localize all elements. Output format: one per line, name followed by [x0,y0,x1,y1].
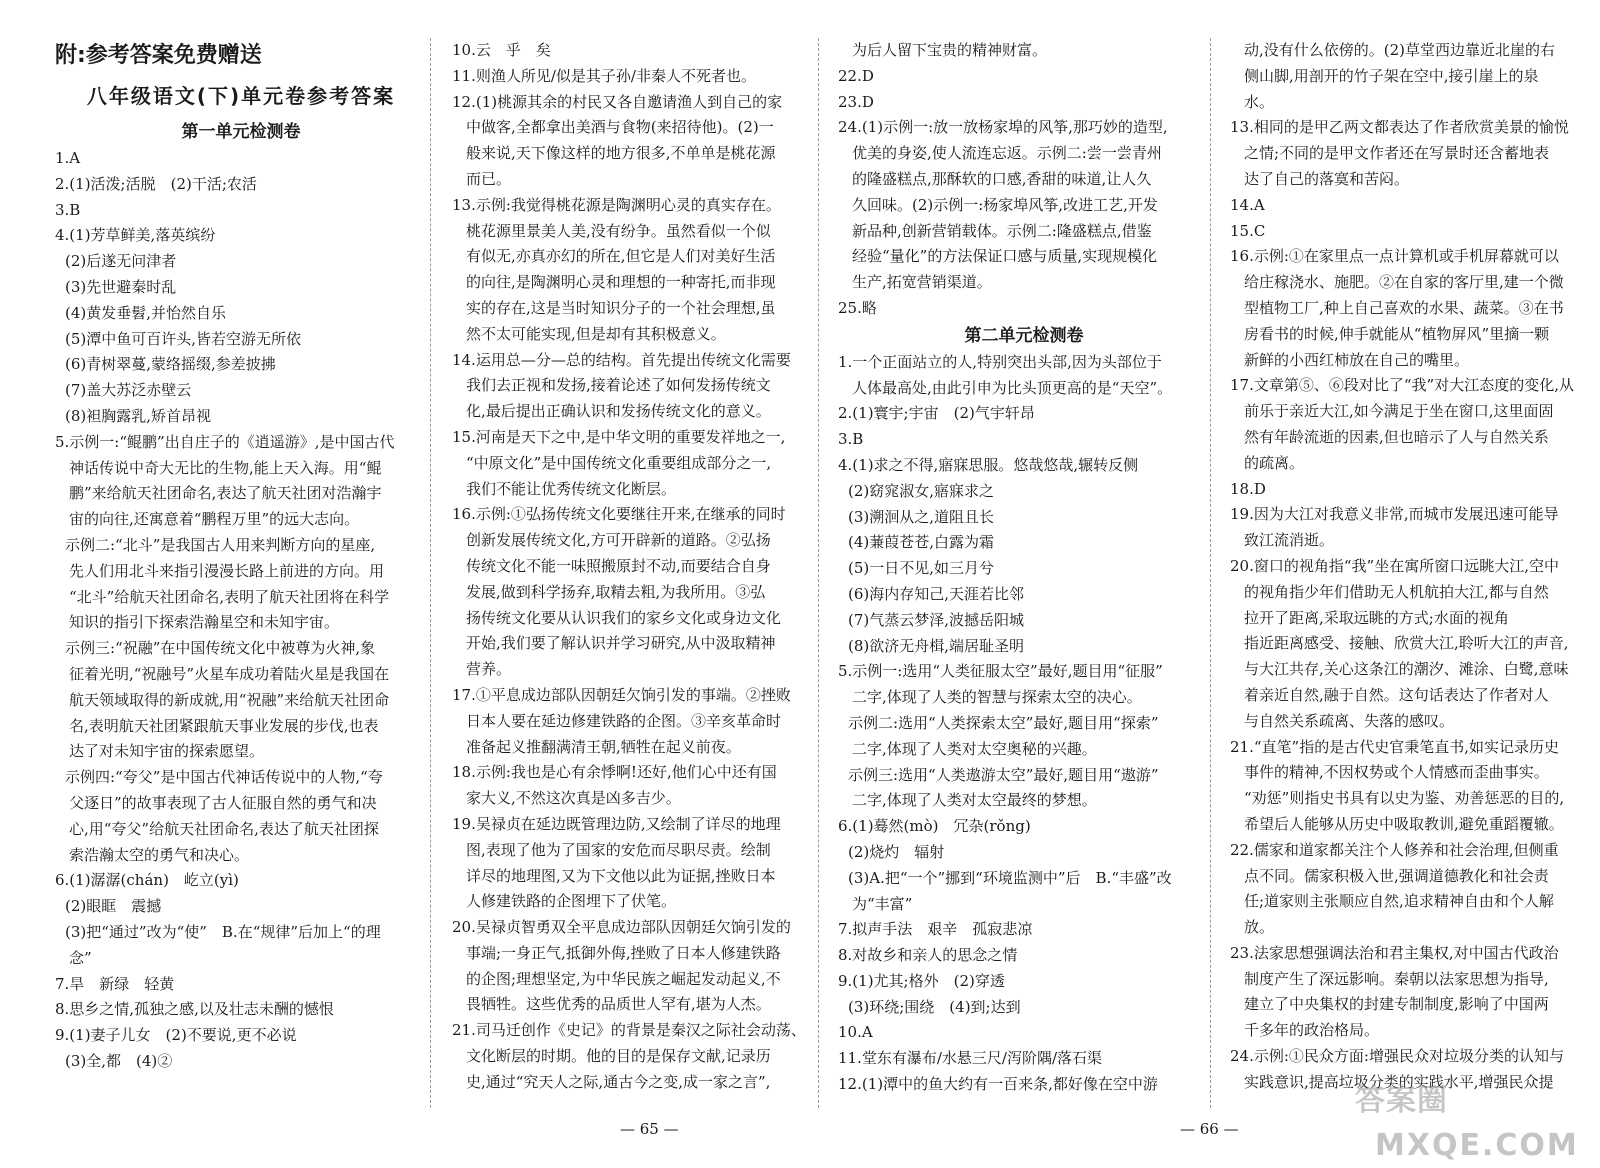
answer-line: 征着光明,“祝融号”火星车成功着陆火星是我国在 [69,664,390,683]
answer-line: 型植物工厂,种上自己喜欢的水果、蔬菜。③在书 [1244,298,1564,317]
answer-line: (3)把“通过”改为“使” B.在“规律”后加上“的理 [65,922,381,941]
answer-line: 4.(1)芳草鲜美,落英缤纷 [55,226,216,245]
answer-line: 与大江共存,关心这条江的潮汐、滩涂、白鹭,意味 [1244,660,1569,679]
answer-line: 人修建铁路的企图埋下了伏笔。 [466,892,677,911]
answer-line: (8)袒胸露乳,矫首昂视 [65,406,212,425]
answer-line: 发展,做到科学扬弃,取精去粗,为我所用。③弘 [466,582,766,601]
answer-line: 而已。 [466,169,512,188]
answer-line: 新品种,创新营销载体。示例二:隆盛糕点,借鉴 [852,221,1152,240]
column-1-body [55,146,427,1075]
answer-line: 经验“量化”的方法保证口感与质量,实现规模化 [852,247,1158,266]
answer-line: (5)潭中鱼可百许头,皆若空游无所依 [65,329,302,348]
answer-line: (7)气蒸云梦泽,波撼岳阳城 [848,610,1025,629]
answer-line: 达了自己的落寞和苦闷。 [1244,169,1410,188]
answer-line: 21.司马迁创作《史记》的背景是秦汉之际社会动荡、 [452,1021,806,1040]
answer-line: 5.示例一:选用“人类征服太空”最好,题目用“征服” [838,662,1163,681]
answer-line: 7.旱 新绿 轻黄 [55,974,175,993]
answer-line: 心,用“夸父”给航天社团命名,表达了航天社团探 [69,819,379,838]
answer-line: 念” [69,948,92,967]
answer-line: 我们不能让优秀传统文化断层。 [466,479,677,498]
answer-line: 为后人留下宝贵的精神财富。 [852,41,1048,59]
answer-line: 人体最高处,由此引申为比头顶更高的是“天空”。 [852,378,1173,397]
answer-line: 的隆盛糕点,那酥软的口感,香甜的味道,让人久 [852,169,1152,188]
answer-line: 6.(1)潺潺(chán) 屹立(yì) [55,871,239,890]
answer-line: 的疏离。 [1244,453,1305,472]
answer-line: (3)溯洄从之,道阻且长 [848,507,995,526]
answer-line: 1.A [55,149,81,167]
column-2 [452,38,824,1096]
answer-line: 达了对未知宇宙的探索愿望。 [69,742,265,761]
answer-line: 18.示例:我也是心有余悸啊!还好,他们心中还有国 [452,763,777,782]
answer-line: 般来说,天下像这样的地方很多,不单单是桃花源 [466,144,776,163]
answer-line: 准备起义推翻满清王朝,牺牲在起义前夜。 [466,737,741,756]
unit1-heading: 第一单元检测卷 [181,122,301,142]
answer-line: 9.(1)妻子儿女 (2)不要说,更不必说 [55,1026,297,1045]
answer-line: 久回味。(2)示例一:杨家埠风筝,改进工艺,开发 [852,195,1158,214]
answer-line: (4)蒹葭苍苍,白露为霜 [848,533,995,552]
answer-line: 开始,我们要了解认识并学习研究,从中汲取精神 [466,634,776,653]
unit2-heading: 第二单元检测卷 [964,325,1084,346]
answer-line: 4.(1)求之不得,寤寐思服。悠哉悠哉,辗转反侧 [838,455,1139,474]
answer-line: 的企图;理想坚定,为中华民族之崛起发动起义,不 [466,969,781,988]
answer-line: 化,最后提出正确认识和发扬传统文化的意义。 [466,402,771,421]
answer-line: 优美的身姿,使人流连忘返。示例二:尝一尝青州 [852,144,1162,163]
answer-line: 日本人要在延边修建铁路的企图。③辛亥革命时 [466,711,782,730]
answer-line: 致江流消逝。 [1244,531,1335,550]
answer-line: 与自然关系疏离、失落的感叹。 [1244,711,1455,730]
page-number-right: — 66 — [1180,1120,1239,1138]
answer-line: 3.B [838,430,864,449]
answer-line: 神话传说中奇大无比的生物,能上天入海。用“鲲 [69,458,382,477]
answer-line: 20.窗口的视角指“我”坐在寓所窗口远眺大江,空中 [1230,556,1559,575]
column-3 [838,38,1210,1098]
answer-line: 17.①平息成边部队因朝廷欠饷引发的事端。②挫败 [452,685,791,704]
answer-line: (6)青树翠蔓,蒙络摇缀,参差披拂 [65,355,276,374]
column-4 [1230,38,1600,1096]
column-4-body [1230,38,1600,1096]
answer-line: 扬传统文化要从认识我们的家乡文化或身边文化 [466,608,782,627]
answer-line: “劝惩”则指史书具有以史为鉴、劝善惩恶的目的, [1244,789,1565,808]
answer-line: 20.吴禄贞智勇双全平息成边部队因朝廷欠饷引发的 [452,918,791,937]
column-2-body [452,38,824,1096]
appendix-title: 附:参考答案免费赠送 [55,43,262,68]
answer-line: 水。 [1244,92,1275,111]
answer-line: 1.一个正面站立的人,特别突出头部,因为头部位于 [838,352,1162,371]
answer-line: 的视角指少年们借助无人机航拍大江,都与自然 [1244,582,1549,601]
answer-line: 宙的向往,还寓意着“鹏程万里”的远大志向。 [69,510,360,529]
answer-line: (2)后遂无问津者 [65,252,177,271]
answer-line: 名,表明航天社团紧跟航天事业发展的步伐,也表 [69,716,379,735]
answer-line: 鹏”来给航天社团命名,表达了航天社团对浩瀚宇 [69,484,382,503]
answer-line: 桃花源里景美人美,没有纷争。虽然看似一个似 [466,221,771,240]
answer-line: 13.示例:我觉得桃花源是陶渊明心灵的真实存在。 [452,195,781,214]
answer-line: 建立了中央集权的封建专制制度,影响了中国两 [1244,995,1549,1014]
answer-line: 19.吴禄贞在延边既管理边防,又绘制了详尽的地理 [452,814,781,833]
answer-line: (7)盖大苏泛赤壁云 [65,381,192,400]
column-divider-1 [430,38,431,1108]
answer-line: 史,通过“究天人之际,通古今之变,成一家之言”, [466,1072,771,1091]
main-title: 八年级语文(下)单元卷参考答案 [86,84,396,108]
answer-line: 畏牺牲。这些优秀的品质世人罕有,堪为人杰。 [466,995,771,1014]
answer-line: 12.(1)潭中的鱼大约有一百来条,都好像在空中游 [838,1075,1158,1094]
answer-line: 事端;一身正气,抵御外侮,挫败了日本人修建铁路 [466,943,781,962]
answer-line: 传统文化不能一味照搬原封不动,而要结合自身 [466,556,771,575]
answer-line: 8.对故乡和亲人的思念之情 [838,946,1018,965]
answer-line: 16.示例:①在家里点一点计算机或手机屏幕就可以 [1230,247,1559,266]
answer-line: 父逐日”的故事表现了古人征服自然的勇气和决 [69,793,377,812]
answer-line: 示例二:“北斗”是我国古人用来判断方向的星座, [65,535,376,554]
answer-line: 实践意识,提高垃圾分类的实践水平,增强民众提 [1244,1072,1554,1091]
answer-line: 示例三:“祝融”在中国传统文化中被尊为火神,象 [65,639,376,658]
answer-line: 10.云 乎 矣 [452,41,551,59]
answer-line: 12.(1)桃源其余的村民又各自邀请渔人到自己的家 [452,92,783,111]
answer-line: 18.D [1230,479,1266,498]
answer-line: 二字,体现了人类对太空最终的梦想。 [852,791,1097,810]
answer-line: 22.儒家和道家都关注个人修养和社会治理,但侧重 [1230,840,1559,859]
answer-line: 侧山脚,用剖开的竹子架在空中,接引崖上的泉 [1244,66,1539,85]
answer-line: 创新发展传统文化,方可开辟新的道路。②弘扬 [466,531,771,550]
answer-line: 生产,拓宽营销渠道。 [852,273,992,292]
answer-line: 中做客,全都拿出美酒与食物(来招待他)。(2)一 [466,118,774,137]
answer-line: 14.A [1230,195,1265,214]
answer-line: (2)眼眶 震撼 [65,897,162,916]
answer-line: (3)先世避秦时乱 [65,277,177,296]
answer-line: 放。 [1244,918,1275,937]
answer-line: 23.D [838,92,874,111]
answer-line: 24.示例:①民众方面:增强民众对垃圾分类的认知与 [1230,1047,1564,1066]
answer-line: “北斗”给航天社团命名,表明了航天社团将在科学 [69,587,390,606]
answer-line: (2)窈窕淑女,寤寐求之 [848,481,995,500]
answer-line: 15.C [1230,221,1266,240]
answer-line: (8)欲济无舟楫,端居耻圣明 [848,636,1025,655]
answer-line: 二字,体现了人类对太空奥秘的兴趣。 [852,739,1097,758]
answer-line: 示例二:选用“人类探索太空”最好,题目用“探索” [848,713,1159,732]
answer-line: (5)一日不见,如三月兮 [848,559,995,578]
answer-line: 然有年龄流逝的因素,但也暗示了人与自然关系 [1244,427,1549,446]
answer-line: 的向往,是陶渊明心灵和理想的一种寄托,而非现 [466,273,776,292]
answer-line: 拉开了距离,采取远眺的方式;水面的视角 [1244,608,1509,627]
answer-line: 11.则渔人所见/似是其子孙/非秦人不死者也。 [452,66,756,85]
answer-line: 6.(1)蓦然(mò) 冗杂(rǒng) [838,817,1031,836]
column-divider-3 [1210,38,1211,1108]
answer-line: 索浩瀚太空的勇气和决心。 [69,845,250,864]
answer-line: 9.(1)尤其;格外 (2)穿透 [838,971,1005,990]
column-3-body [838,38,1210,1098]
answer-line: 着亲近自然,融于自然。这句话表达了作者对人 [1244,685,1549,704]
answer-line: 2.(1)寰宇;宇宙 (2)气宇轩昂 [838,404,1035,423]
page-number-left: — 65 — [620,1120,679,1138]
answer-line: 11.堂东有瀑布/水悬三尺/泻阶隅/落石渠 [838,1049,1103,1068]
answer-line: 16.示例:①弘扬传统文化要继往开来,在继承的同时 [452,505,786,524]
answer-line: 先人们用北斗来指引漫漫长路上前进的方向。用 [69,561,385,580]
answer-line: 示例三:选用“人类遨游太空”最好,题目用“遨游” [848,765,1159,784]
answer-line: 5.示例一:“鲲鹏”出自庄子的《逍遥游》,是中国古代 [55,432,395,451]
answer-line: 有似无,亦真亦幻的所在,但它是人们对美好生活 [466,247,776,266]
answer-line: 房看书的时候,伸手就能从“植物屏风”里摘一颗 [1244,324,1550,343]
answer-line: 详尽的地理图,又为下文他以此为证据,挫败日本 [466,866,776,885]
watermark-logo: 答案圈 [1355,1083,1448,1118]
answer-line: 25.略 [838,298,877,317]
answer-line: 13.相同的是甲乙两文都表达了作者欣赏美景的愉悦 [1230,118,1569,137]
answer-line: 指近距离感受、接触、欣赏大江,聆听大江的声音, [1244,634,1569,653]
answer-line: 8.思乡之情,孤独之感,以及壮志未酬的憾恨 [55,1000,334,1019]
answer-line: (6)海内存知己,天涯若比邻 [848,584,1025,603]
answer-line: 14.运用总—分—总的结构。首先提出传统文化需要 [452,350,791,369]
answer-line: 10.A [838,1023,873,1042]
answer-line: 希望后人能够从历史中吸取教训,避免重蹈覆辙。 [1244,814,1564,833]
answer-line: 示例四:“夸父”是中国古代神话传说中的人物,“夸 [65,768,383,787]
answer-line: 21.“直笔”指的是古代史官秉笔直书,如实记录历史 [1230,737,1559,756]
answer-line: 24.(1)示例一:放一放杨家埠的风筝,那巧妙的造型, [838,118,1168,137]
watermark-url: MXQE.COM [1375,1128,1579,1163]
answer-line: 然不太可能实现,但是却有其积极意义。 [466,324,726,343]
answer-line: 17.文章第⑤、⑥段对比了“我”对大江态度的变化,从 [1230,376,1574,395]
answer-line: 动,没有什么依傍的。(2)草堂西边靠近北崖的右 [1244,41,1556,59]
column-1 [55,38,427,1075]
answer-line: 之情;不同的是甲文作者还在写景时还含蓄地表 [1244,144,1550,163]
answer-line: 点不同。儒家积极入世,强调道德教化和社会责 [1244,866,1549,885]
answer-line: (4)黄发垂髫,并怡然自乐 [65,303,227,322]
answer-line: 千多年的政治格局。 [1244,1021,1380,1040]
answer-line: 前乐于亲近大江,如今满足于坐在窗口,这里面固 [1244,402,1554,421]
answer-line: 23.法家思想强调法治和君主集权,对中国古代政治 [1230,943,1559,962]
answer-line: 制度产生了深远影响。秦朝以法家思想为指导, [1244,969,1549,988]
answer-line: 3.B [55,200,81,219]
answer-line: “中原文化”是中国传统文化重要组成部分之一, [466,453,772,472]
answer-line: 图,表现了他为了国家的安危而尽职尽责。绘制 [466,840,771,859]
answer-line: 2.(1)活泼;活脱 (2)干活;农活 [55,174,257,193]
answer-line: (3)A.把“一个”挪到“环境监测中”后 B.“丰盛”改 [848,868,1172,887]
answer-line: 19.因为大江对我意义非常,而城市发展迅速可能导 [1230,505,1559,524]
answer-line: (2)烧灼 辐射 [848,842,945,861]
answer-line: 为“丰富” [852,894,913,913]
answer-line: 7.拟声手法 艰辛 孤寂悲凉 [838,920,1033,939]
answer-line: 航天领域取得的新成就,用“祝融”来给航天社团命 [69,690,390,709]
answer-line: 实的存在,这是当时知识分子的一个社会理想,虽 [466,298,776,317]
answer-line: 给庄稼浇水、施肥。②在自家的客厅里,建一个微 [1244,273,1564,292]
answer-line: 营养。 [466,660,512,679]
answer-line: 二字,体现了人类的智慧与探索太空的决心。 [852,688,1142,707]
answer-line: 22.D [838,66,874,85]
answer-line: 事件的精神,不因权势或个人情感而歪曲事实。 [1244,763,1549,782]
answer-line: (3)全,都 (4)② [65,1051,173,1070]
answer-line: 新鲜的小西红柿放在自己的嘴里。 [1244,350,1470,369]
answer-line: (3)环绕;围绕 (4)到;达到 [848,997,1021,1016]
answer-line: 我们去正视和发扬,接着论述了如何发扬传统文 [466,376,771,395]
answer-line: 15.河南是天下之中,是中华文明的重要发祥地之一, [452,427,786,446]
answer-line: 知识的指引下探索浩瀚星空和未知宇宙。 [69,613,340,632]
answer-line: 任;道家则主张顺应自然,追求精神自由和个人解 [1244,892,1554,911]
answer-line: 家大义,不然这次真是凶多吉少。 [466,789,681,808]
answer-line: 文化断层的时期。他的目的是保存文献,记录历 [466,1047,771,1066]
